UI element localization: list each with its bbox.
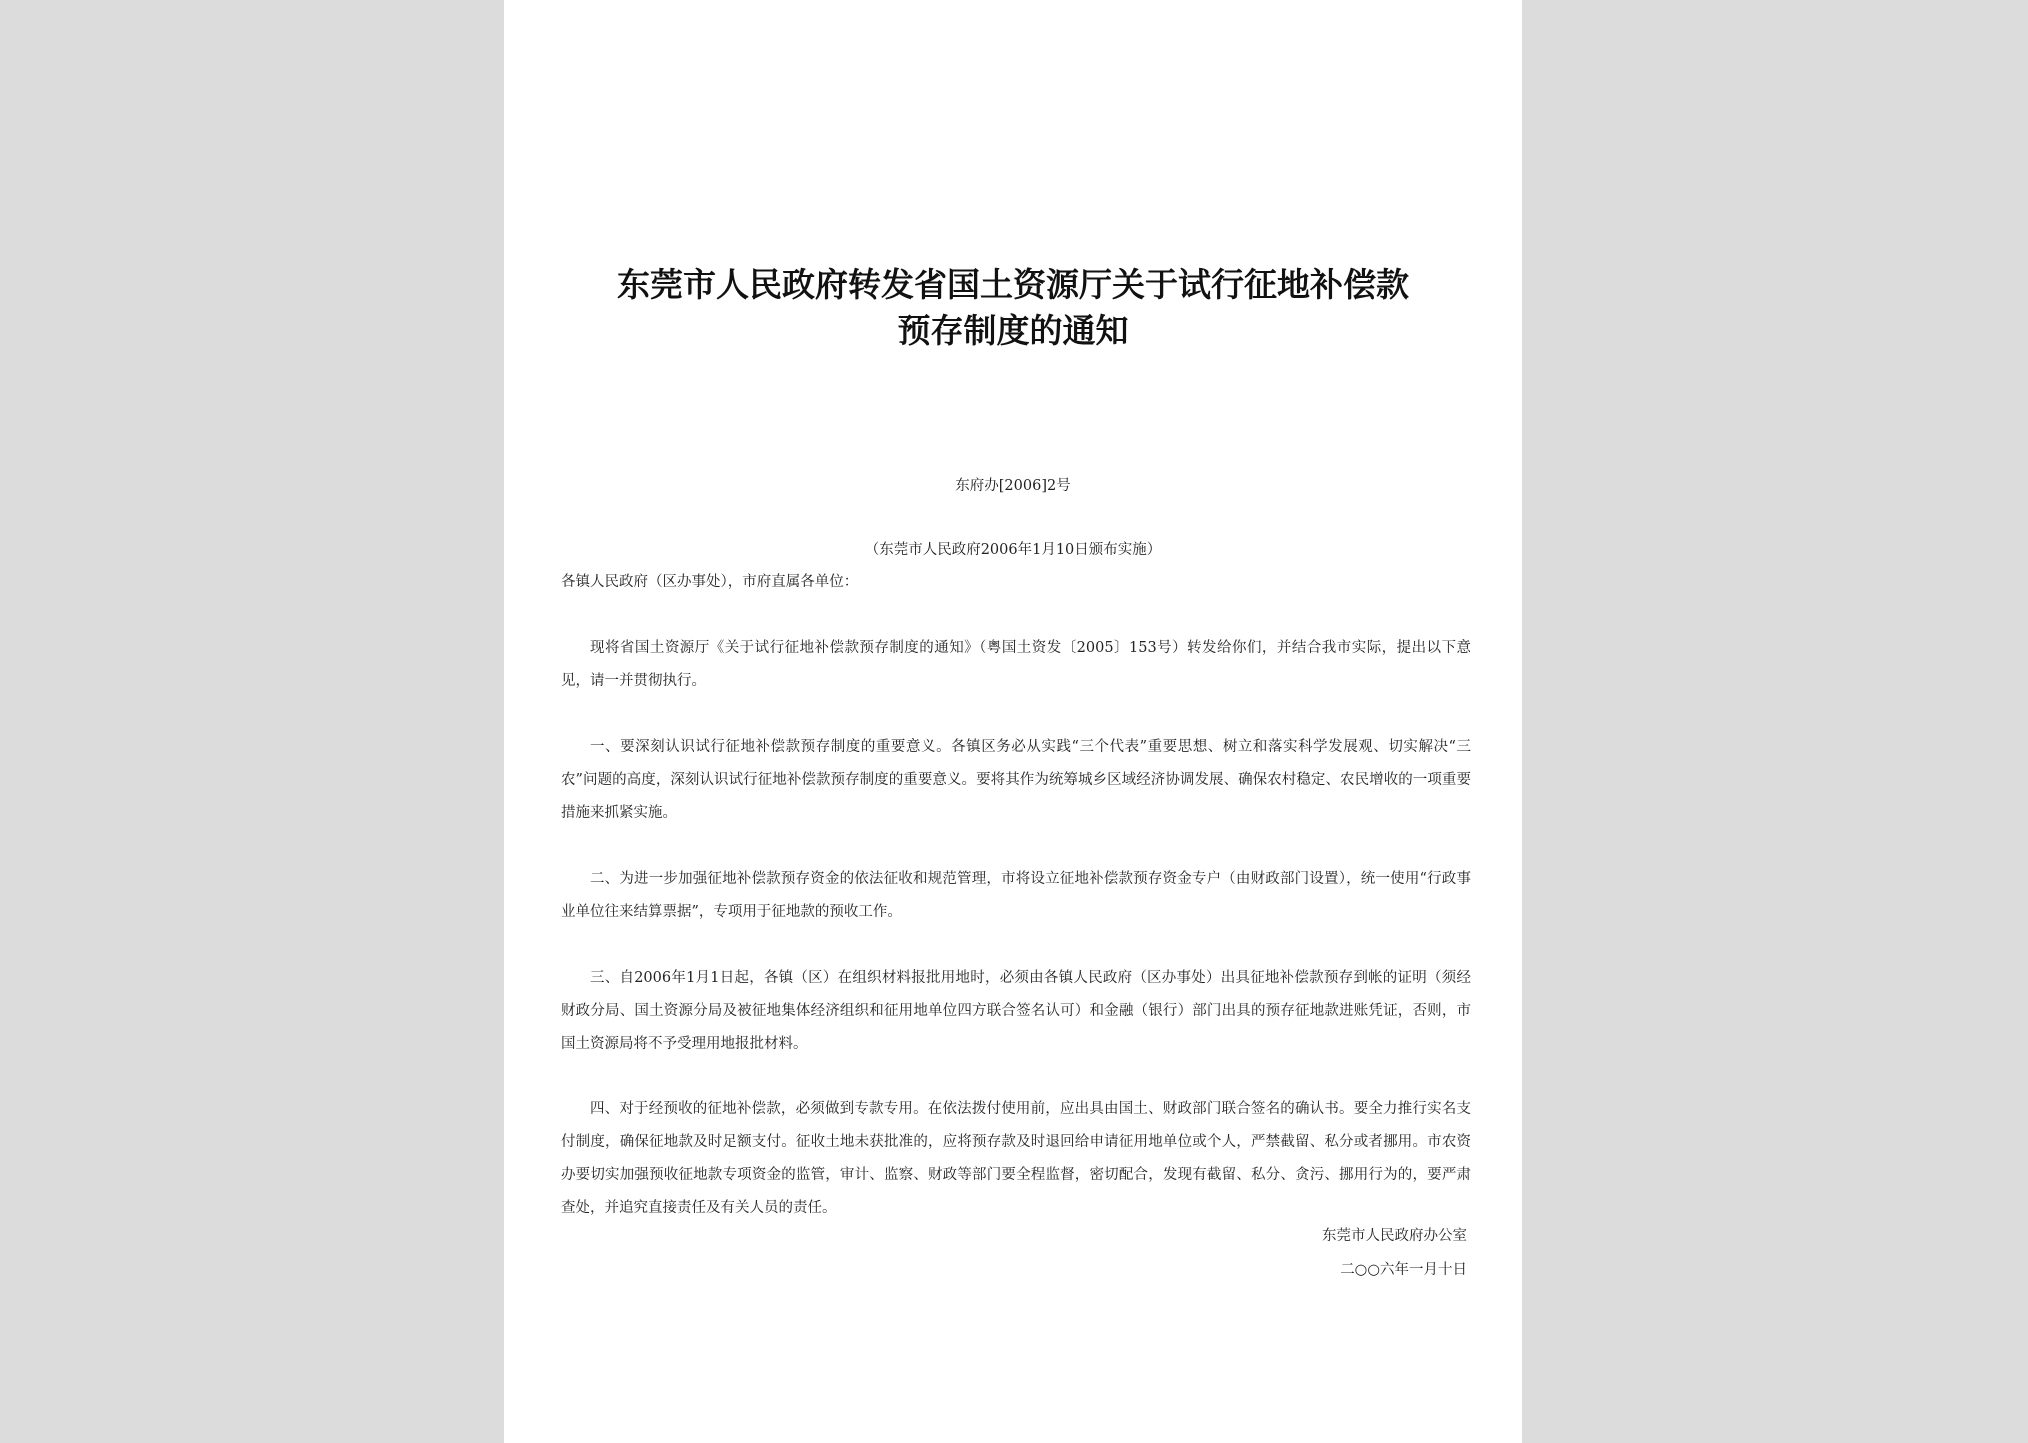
addressee: 各镇人民政府（区办事处），市府直属各单位： (561, 574, 859, 590)
paragraph-3: 三、自2006年1月1日起，各镇（区）在组织材料报批用地时，必须由各镇人民政府（区办事处）出具征地补偿款预存到帐的证明（须经财政分局、国土资源分局及被征地集体经济组织和征用地单位四方联合签名认可）和金融（银行）部门出具的预存征地款进账凭证，否则，市国土资源局将不予受理用地报批材料。 (561, 970, 1471, 1052)
paragraph-2: 二、为进一步加强征地补偿款预存资金的依法征收和规范管理，市将设立征地补偿款预存资金专户（由财政部门设置），统一使用“行政事业单位往来结算票据”，专项用于征地款的预收工作。 (561, 871, 1471, 920)
issue-note: （东莞市人民政府2006年1月10日颁布实施） (864, 542, 1162, 558)
title-line-1: 东莞市人民政府转发省国土资源厅关于试行征地补偿款 (617, 265, 1409, 304)
document-number: 东府办[2006]2号 (955, 478, 1071, 494)
paragraph-4: 四、对于经预收的征地补偿款，必须做到专款专用。在依法拨付使用前，应出具由国土、财政部门联合签名的确认书。要全力推行实名支付制度，确保征地款及时足额支付。征收土地未获批准的，应将预存款及时退回给申请征用地单位或个人，严禁截留、私分或者挪用。市农资办要切实加强预收征地款专项资金的监管，审计、监察、财政等部门要全程监督，密切配合，发现有截留、私分、贪污、挪用行为的，要严肃查处，并追究直接责任及有关人员的责任。 (561, 1101, 1471, 1216)
paragraph-1: 一、要深刻认识试行征地补偿款预存制度的重要意义。各镇区务必从实践“三个代表”重要思想、树立和落实科学发展观、切实解决“三农”问题的高度，深刻认识试行征地补偿款预存制度的重要意义。要将其作为统筹城乡区域经济协调发展、确保农村稳定、农民增收的一项重要措施来抓紧实施。 (561, 739, 1471, 821)
signature-organization: 东莞市人民政府办公室 (1322, 1228, 1467, 1244)
title-line-2: 预存制度的通知 (897, 311, 1129, 350)
document-title (504, 262, 1522, 354)
document-page (504, 0, 1522, 1443)
paragraph-intro: 现将省国土资源厅《关于试行征地补偿款预存制度的通知》（粤国土资发〔2005〕153号）转发给你们，并结合我市实际，提出以下意见，请一并贯彻执行。 (561, 640, 1471, 689)
signature-date: 二○○六年一月十日 (1340, 1262, 1467, 1278)
